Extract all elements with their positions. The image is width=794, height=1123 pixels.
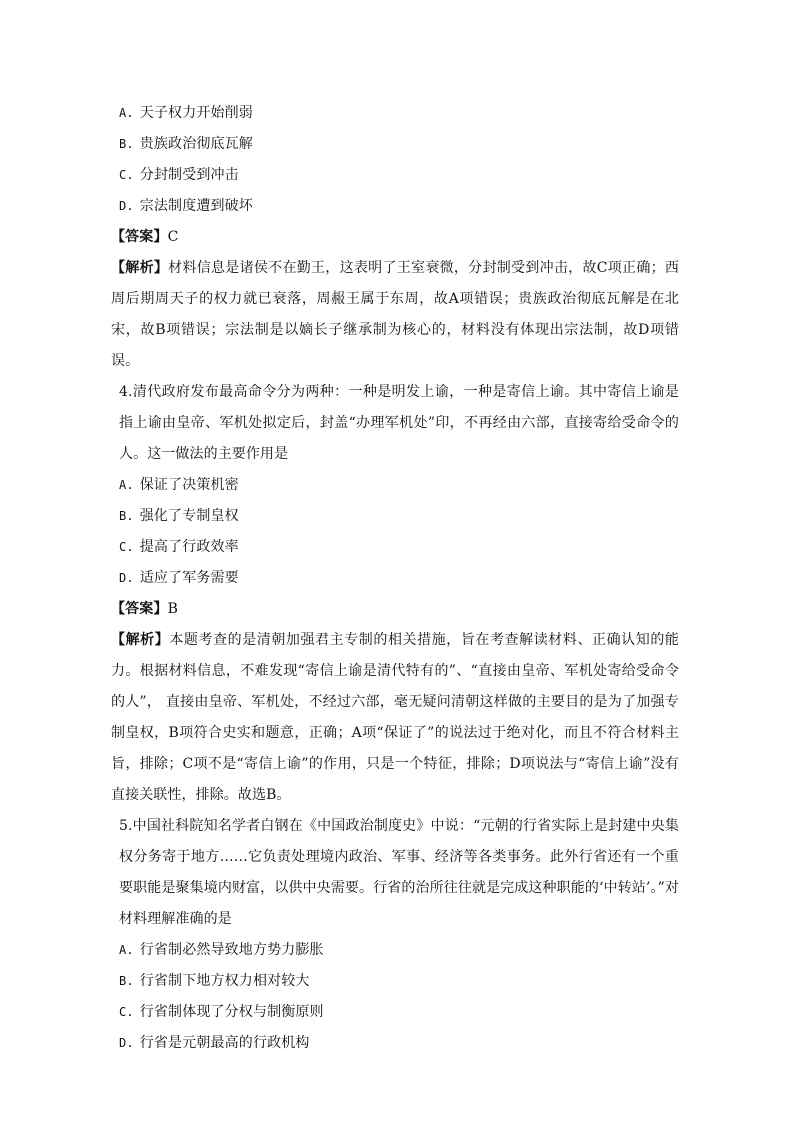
q3-option-d bbox=[119, 191, 679, 222]
analysis-tag: 【解析】 bbox=[111, 260, 169, 276]
q3-option-c bbox=[119, 160, 679, 191]
q4-stem: 4.清代政府发布最高命令分为两种：一种是明发上谕，一种是寄信上谕。其中寄信上谕是指上谕由皇帝、军机处拟定后，封盖“办理军机处”印，不再经由六部，直接寄给受命令的人。这一做法的主要作用是 bbox=[119, 384, 679, 462]
q5-stem: 5.中国社科院知名学者白钢在《中国政治制度史》中说：“元朝的行省实际上是封建中央集权分务寄于地方……它负责处理境内政治、军事、经济等各类事务。此外行省还有一个重要职能是聚集境内财富，以供中央需要。行省的治所往往就是完成这种职能的‘中转站’。”对材料理解准确的是 bbox=[119, 818, 679, 927]
q3-option-b bbox=[119, 129, 679, 160]
option-text: 行省制必然导致地方势力膨胀 bbox=[139, 942, 324, 958]
option-text: 行省制体现了分权与制衡原则 bbox=[139, 1004, 324, 1020]
answer-value: B bbox=[167, 601, 179, 617]
q5-option-d bbox=[119, 1028, 679, 1059]
option-letter: C. bbox=[119, 1005, 134, 1019]
option-letter: C. bbox=[119, 168, 134, 182]
option-letter: A. bbox=[119, 478, 134, 492]
option-text: 适应了军务需要 bbox=[139, 570, 239, 586]
q5-option-a bbox=[119, 935, 679, 966]
page-content bbox=[111, 98, 680, 1059]
option-text: 宗法制度遭到破坏 bbox=[139, 198, 253, 214]
option-text: 分封制受到冲击 bbox=[139, 167, 239, 183]
option-text: 保证了决策机密 bbox=[139, 477, 239, 493]
option-text: 强化了专制皇权 bbox=[139, 508, 239, 524]
option-letter: A. bbox=[119, 943, 134, 957]
q5-option-c bbox=[119, 997, 679, 1028]
answer-value: C bbox=[167, 229, 179, 245]
q4-option-a bbox=[119, 470, 679, 501]
q4-answer bbox=[111, 594, 679, 625]
option-text: 天子权力开始削弱 bbox=[139, 105, 253, 121]
q3-option-a bbox=[119, 98, 679, 129]
option-text: 行省是元朝最高的行政机构 bbox=[139, 1035, 310, 1051]
option-letter: C. bbox=[119, 540, 134, 554]
option-letter: D. bbox=[119, 1036, 134, 1050]
answer-tag: 【答案】 bbox=[111, 601, 168, 617]
option-letter: D. bbox=[119, 199, 134, 213]
q4-option-c bbox=[119, 532, 679, 563]
option-letter: B. bbox=[119, 509, 134, 523]
option-text: 贵族政治彻底瓦解 bbox=[139, 136, 253, 152]
q3-answer bbox=[111, 222, 679, 253]
q4-analysis bbox=[111, 625, 679, 811]
q4-option-b bbox=[119, 501, 679, 532]
q3-analysis bbox=[111, 253, 679, 377]
option-text: 提高了行政效率 bbox=[139, 539, 239, 555]
analysis-tag: 【解析】 bbox=[111, 632, 170, 648]
option-letter: D. bbox=[119, 571, 134, 585]
option-letter: B. bbox=[119, 974, 134, 988]
analysis-text: 材料信息是诸侯不在勤王，这表明了王室衰微，分封制受到冲击，故C项正确；西周后期周天子的权力就已衰落，周赧王属于东周，故A项错误；贵族政治彻底瓦解是在北宋，故B项错误；宗法制是以嫡长子继承制为核心的，材料没有体现出宗法制，故D项错误。 bbox=[111, 260, 680, 369]
answer-tag: 【答案】 bbox=[111, 229, 168, 245]
option-letter: A. bbox=[119, 106, 134, 120]
option-text: 行省制下地方权力相对较大 bbox=[139, 973, 310, 989]
q4-option-d bbox=[119, 563, 679, 594]
option-letter: B. bbox=[119, 137, 134, 151]
analysis-text: 本题考查的是清朝加强君主专制的相关措施，旨在考查解读材料、正确认知的能力。根据材料信息，不难发现“寄信上谕是清代特有的”、“直接由皇帝、军机处寄给受命令的人”， 直接由皇帝、军机处，不经过六部，毫无疑问清朝这样做的主要目的是为了加强专制皇权，B项符合史实和题意，正确；A项“保证了”的说法过于绝对化，而且不符合材料主旨，排除；C项不是“寄信上谕”的作用，只是一个特征，排除；D项说法与“寄信上谕”没有直接关联性，排除。故选B。 bbox=[111, 632, 679, 803]
q5-option-b bbox=[119, 966, 679, 997]
